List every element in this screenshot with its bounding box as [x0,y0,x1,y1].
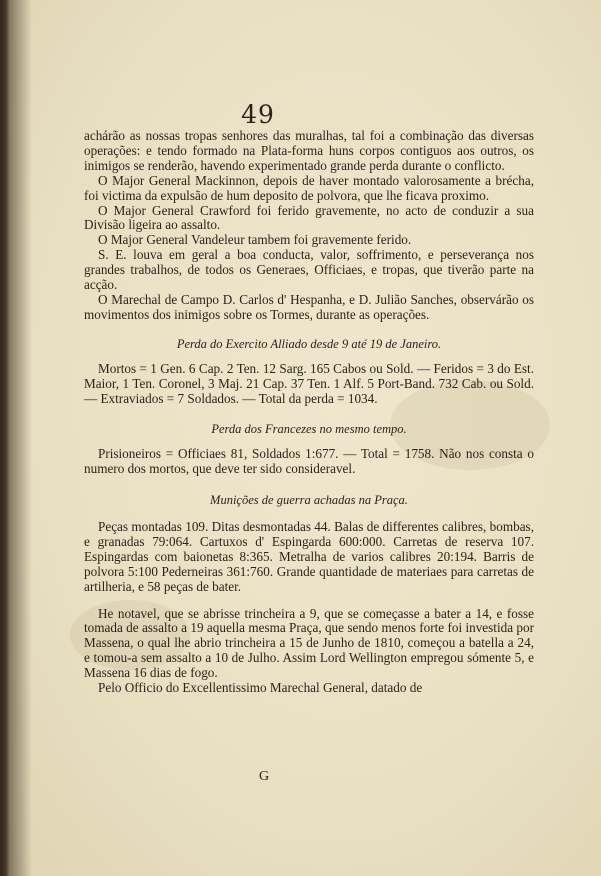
body-text [84,129,534,696]
signature-mark: G [258,769,270,784]
closing-paragraph: He notavel, que se abrisse trincheira a 9, que se começasse a bater a 14, e fosse tomada de assalto a 19 aquella mesma Praça, que sendo menos forte foi investida por Massena, o qual lhe abrio trincheira a 15 de Junho de 1810, começou a batella a 24, e tomou-a sem assalto a 10 de Julho. Assim Lord Wellington empregou sómente 5, e Massena 16 dias de fogo. [84,605,534,681]
munitions-text: Peças montadas 109. Ditas desmontadas 44. Balas de differentes calibres, bombas, e granadas 79:064. Cartuxos d' Espingarda 600:000. Carretas de reserva 107. Espingardas com baionetas 8:365. Metralha de varios calibres 20:194. Barris de polvora 5:100 Pederneiras 361:760. Grande quantidade de materiaes para carretas de artilheria, e 58 peças de bater. [84,519,534,594]
allied-losses-text: Mortos = 1 Gen. 6 Cap. 2 Ten. 12 Sarg. 165 Cabos ou Sold. — Feridos = 3 do Est. Maior, 1 Ten. Coronel, 3 Maj. 21 Cap. 37 Ten. 1 Alf. 5 Port-Band. 732 Cab. ou Sold. — Extraviados = 7 Soldados. — Total da perda = 1034. [84,360,534,406]
paragraph: achárão as nossas tropas senhores das muralhas, tal foi a combinação das diversas operações: e tendo formado na Plata-forma huns corpos contiguos aos outros, os inimigos se renderão, havendo experimentado grande perda durante o conflicto. [84,128,534,173]
paragraph: O Major General Vandeleur tambem foi gravemente ferido. [98,232,412,248]
paragraph: O Major General Mackinnon, depois de haver montado valorosamente a brécha, foi victima da expulsão de hum deposito de polvora, que lhe ficava proximo. [84,172,534,203]
section-heading-munitions: Munições de guerra achadas na Praça. [210,493,408,508]
section-heading-french-losses: Perda dos Francezes no mesmo tempo. [211,422,407,437]
section-heading-allied-losses: Perda do Exercito Alliado desde 9 até 19 de Janeiro. [176,336,442,351]
paragraph: O Major General Crawford foi ferido gravemente, no acto de conduzir a sua Divisão ligeira ao assalto. [84,202,534,233]
closing-paragraph: Pelo Officio do Excellentissimo Marechal General, datado de [98,680,423,696]
page-number: 49 [241,100,275,129]
paragraph: S. E. louva em geral a boa conducta, valor, soffrimento, e perseverança nos grandes trabalhos, de todos os Generaes, Officiaes, e tropas, que tiverão parte na acção. [84,247,534,293]
french-losses-text: Prisioneiros = Officiaes 81, Soldados 1:677. — Total = 1758. Não nos consta o numero dos mortos, que deve ter sido consideravel. [84,446,534,477]
paragraph: O Marechal de Campo D. Carlos d' Hespanha, e D. Julião Sanches, observárão os movimentos dos inimigos sobre os Tormes, durante as operações. [84,291,534,322]
binding-shadow [10,0,32,876]
